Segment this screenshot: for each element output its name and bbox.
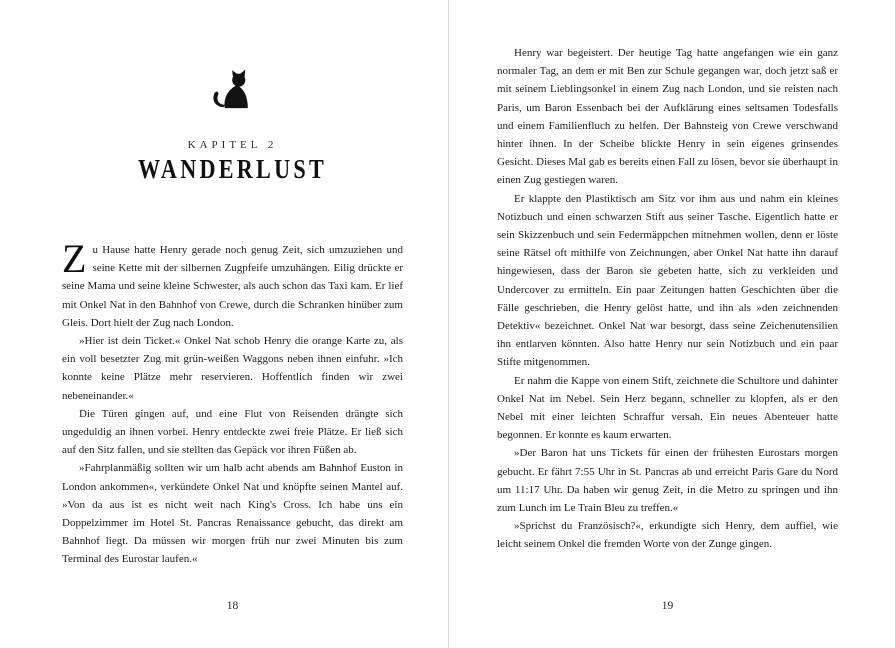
opening-paragraph [62, 236, 403, 332]
cat-illustration-icon [210, 68, 256, 112]
paragraph: »Der Baron hat uns Tickets für einen der frühesten Eurostars morgen gebucht. Er fährt 7:55 Uhr in St. Pancras ab und erreicht Paris Gare du Nord um 11:17 Uhr. Da haben wir genug Zeit, in die Metro zu springen und ihn zum Lunch im Le Train Bleu zu treffen.« [497, 447, 838, 515]
chapter-header [62, 0, 403, 185]
chapter-title: WANDERLUST [137, 154, 328, 184]
page-right [497, 0, 838, 648]
left-page-body [62, 236, 403, 569]
paragraph: Er nahm die Kappe von einem Stift, zeichnete die Schultore und dahinter Onkel Nat im Nebel. Sein Herz begann, schneller zu klopfen, als er den Nebel mit einer leichten Schraffur versah. Ein neues Abenteuer hatte begonnen. Er konnte es kaum erwarten. [497, 374, 838, 442]
paragraph: »Sprichst du Französisch?«, erkundigte sich Henry, dem auffiel, wie leicht seinem Onkel die fremden Worte von der Zunge gingen. [497, 520, 838, 551]
left-paragraphs [62, 332, 403, 569]
page-gutter [448, 0, 449, 648]
right-paragraphs [497, 44, 838, 554]
paragraph: »Hier ist dein Ticket.« Onkel Nat schob Henry die orange Karte zu, als ein voll besetzter Zug mit grün-weißen Waggons neben ihnen einfuhr. »Ich konnte keine Plätze mehr reservieren. Hoffentlich finden wir zwei nebeneinander.« [62, 335, 403, 402]
paragraph: Henry war begeistert. Der heutige Tag hatte angefangen wie ein ganz normaler Tag, an dem er mit Ben zur Schule gegangen war, doch jetzt saß er mit seinem Lieblingsonkel in einem Zug nach London, und sie reisten nach Paris, um Baron Essenbach bei der Aufklärung eines seltsamen Todesfalls und einem Familienfluch zu helfen. Der Bahnsteig von Crewe verschwand hinter ihnen. In der Scheibe blickte Henry in sein eigenes grinsendes Gesicht. Dieses Mal gab es bereits einen Fall zu lösen, bevor sie überhaupt in einen Zug gestiegen waren. [497, 47, 838, 187]
page-number-right: 19 [661, 600, 674, 612]
page-number-left: 18 [226, 600, 239, 612]
right-page-body [497, 44, 838, 554]
paragraph: Die Türen gingen auf, und eine Flut von Reisenden drängte sich ungeduldig an ihnen vorbei. Henry entdeckte zwei freie Plätze. Er ließ sich auf den Sitz fallen, und sie stellten das Gepäck vor ihren Füßen ab. [62, 407, 403, 457]
paragraph: »Fahrplanmäßig sollten wir um halb acht abends am Bahnhof Euston in London ankommen«, verkündete Onkel Nat und knöpfte seinen Mantel auf. »Von da aus ist es nicht weit nach King's Cross. Ich habe uns ein Doppelzimmer im Hotel St. Pancras Renaissance gebucht, das direkt am Bahnhof liegt. Da müssen wir morgen früh nur zwei Minuten bis zum Terminal des Eurostar laufen.« [62, 462, 403, 566]
page-left [62, 0, 403, 648]
drop-cap: Z [62, 236, 87, 281]
chapter-label: KAPITEL 2 [187, 139, 278, 151]
paragraph: Er klappte den Plastiktisch am Sitz vor ihm aus und nahm ein kleines Notizbuch und einen schwarzen Stift aus seiner Tasche. Eigentlich hatte er sein Skizzenbuch und sein Federmäppchen mitnehmen wollen, denn er löste seine Rätsel oft mithilfe von Zeichnungen, aber Onkel Nat hatte ihn darauf hingewiesen, dass der Baron sie gebeten hatte, sich zu verkleiden und Undercover zu ermitteln. Ein paar Zeitungen hatten Geschichten über die Fälle geschrieben, die Henry gelöst hatte, und ihn als »den zeichnenden Detektiv« bezeichnet. Onkel Nat war besorgt, dass seine Zeichenutensilien ihn entlarven könnten. Also hatte Henry nur sein Notizbuch und ein paar Stifte mitgenommen. [497, 192, 838, 369]
opening-text: u Hause hatte Henry gerade noch genug Zeit, sich umzuziehen und seine Kette mit der silbernen Zugpfeife umzuhängen. Eilig drückte er seine Mama und seine kleine Schwester, als auch schon das Taxi kam. Er lief mit Onkel Nat in den Bahnhof von Crewe, durch die Schranken hinüber zum Gleis. Dort hielt der Zug nach London. [62, 244, 403, 329]
